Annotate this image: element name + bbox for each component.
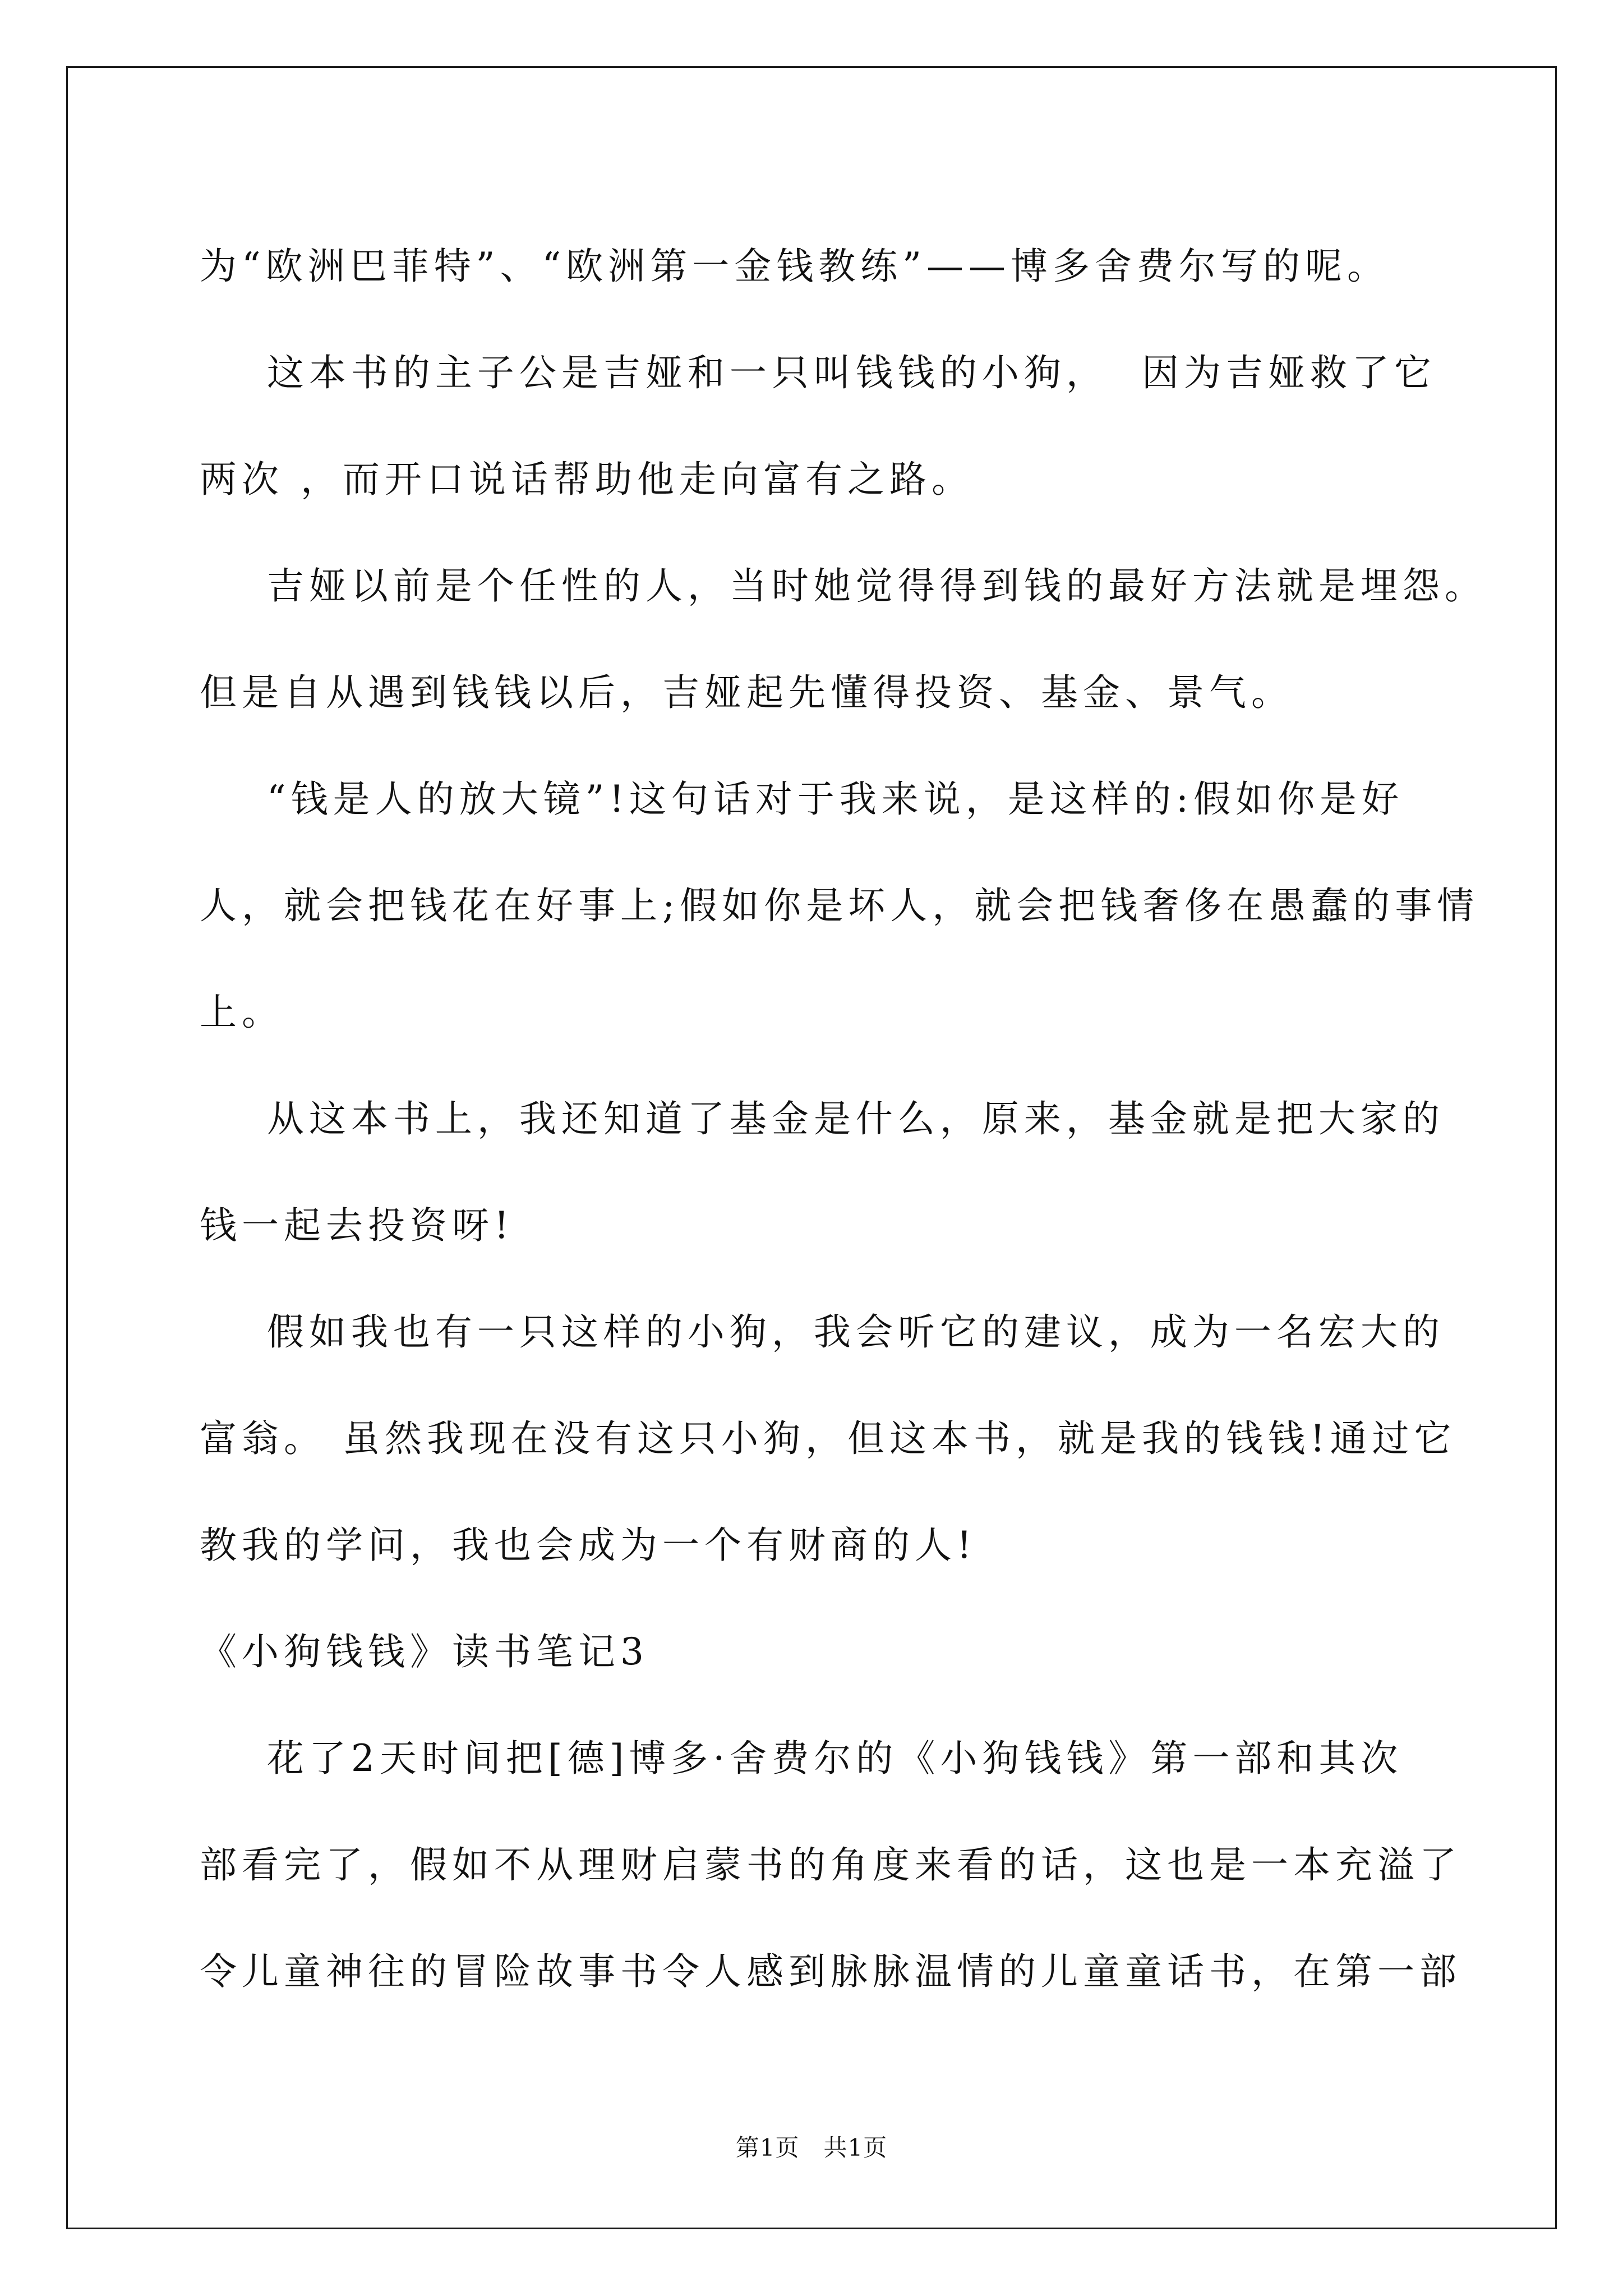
text-line: 教我的学问，我也会成为一个有财商的人! [200, 1524, 977, 1567]
text-line: 富翁。 虽然我现在没有这只小狗，但这本书，就是我的钱钱!通过它 [200, 1417, 1456, 1460]
text-line: 部看完了，假如不从理财启蒙书的角度来看的话，这也是一本充溢了 [200, 1843, 1461, 1887]
document-body [200, 213, 1487, 2025]
page-number-footer: 第1页 共1页 [735, 2134, 888, 2161]
text-line: 从这本书上，我还知道了基金是什么，原来，基金就是把大家的 [200, 1097, 1445, 1140]
text-line: 假如我也有一只这样的小狗，我会听它的建议，成为一名宏大的 [200, 1310, 1445, 1354]
text-line: 钱一起去投资呀! [200, 1204, 514, 1247]
section-heading: 《小狗钱钱》读书笔记3 [200, 1630, 649, 1673]
text-line: 但是自从遇到钱钱以后，吉娅起先懂得投资、基金、景气。 [200, 671, 1293, 714]
text-line: 人，就会把钱花在好事上;假如你是坏人，就会把钱奢侈在愚蠢的事情 [200, 884, 1479, 927]
text-line: 两次 ，而开口说话帮助他走向富有之路。 [200, 458, 974, 501]
text-line: 令儿童神往的冒险故事书令人感到脉脉温情的儿童童话书，在第一部 [200, 1950, 1461, 1993]
text-line: 吉娅以前是个任性的人，当时她觉得得到钱的最好方法就是埋怨。 [200, 564, 1487, 608]
text-line: 花了2天时间把[德]博多·舍费尔的《小狗钱钱》第一部和其次 [200, 1737, 1403, 1780]
text-line: 为“欧洲巴菲特”、“欧洲第一金钱教练”——博多舍费尔写的呢。 [200, 245, 1389, 288]
text-line: 这本书的主子公是吉娅和一只叫钱钱的小狗， 因为吉娅救了它 [200, 351, 1436, 394]
text-line: “钱是人的放大镜”!这句话对于我来说，是这样的:假如你是好 [200, 777, 1404, 821]
text-line: 上。 [200, 991, 284, 1034]
